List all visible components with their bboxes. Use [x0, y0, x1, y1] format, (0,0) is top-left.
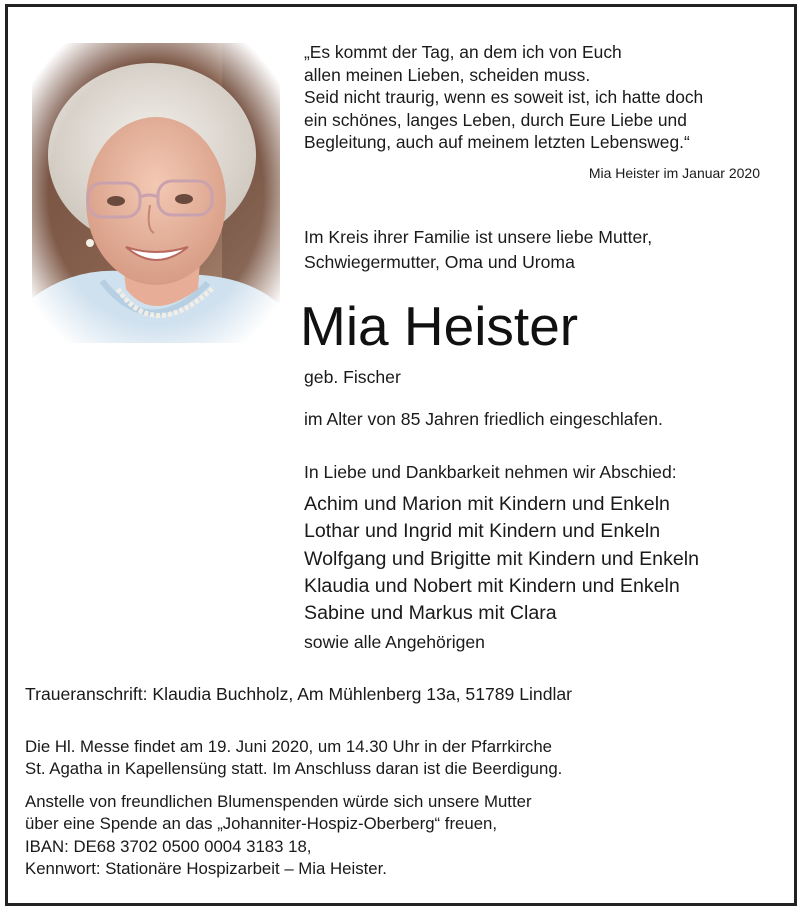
family-member: Achim und Marion mit Kindern und Enkeln: [304, 493, 670, 515]
memorial-quote: [304, 41, 774, 154]
family-list: [304, 491, 699, 627]
age-statement: im Alter von 85 Jahren friedlich eingeschlafen.: [304, 409, 663, 429]
relatives-note: sowie alle Angehörigen: [304, 632, 485, 652]
mass-line: Die Hl. Messe findet am 19. Juni 2020, um 14.30 Uhr in der Pfarrkirche: [25, 737, 552, 756]
intro-line: Im Kreis ihrer Familie ist unsere liebe Mutter,: [304, 227, 653, 247]
family-member: Wolfgang und Brigitte mit Kindern und Enkeln: [304, 547, 700, 570]
quote-line: ein schönes, langes Leben, durch Eure Liebe und: [304, 109, 687, 130]
family-member: Lothar und Ingrid mit Kindern und Enkeln: [304, 520, 661, 543]
farewell-heading: In Liebe und Dankbarkeit nehmen wir Abschied:: [304, 462, 677, 482]
quote-line: allen meinen Lieben, scheiden muss.: [304, 64, 591, 85]
donation-line: über eine Spende an das „Johanniter-Hospiz-Oberberg“ freuen,: [25, 814, 498, 834]
mass-announcement: [25, 736, 562, 781]
family-member: Sabine und Markus mit Clara: [304, 602, 557, 625]
quote-line: Seid nicht traurig, wenn es soweit ist, ich hatte doch: [304, 87, 704, 108]
donation-line: Anstelle von freundlichen Blumenspenden würde sich unsere Mutter: [25, 792, 532, 811]
family-member: Klaudia und Nobert mit Kindern und Enkeln: [304, 574, 680, 597]
birth-name: geb. Fischer: [304, 367, 401, 387]
deceased-name: Mia Heister: [300, 295, 579, 357]
intro-text: [304, 225, 774, 275]
mass-line: St. Agatha in Kapellensüng statt. Im Anschluss daran ist die Beerdigung.: [25, 759, 563, 779]
quote-author: Mia Heister im Januar 2020: [588, 165, 760, 181]
portrait-photo: [32, 43, 280, 343]
donation-line: IBAN: DE68 3702 0500 0004 3183 18,: [25, 836, 312, 856]
obituary-notice: [5, 4, 797, 906]
quote-line: Begleitung, auch auf meinem letzten Lebensweg.“: [304, 132, 690, 153]
donation-line: Kennwort: Stationäre Hospizarbeit – Mia Heister.: [25, 858, 387, 878]
quote-line: „Es kommt der Tag, an dem ich von Euch: [304, 42, 622, 62]
mourning-address: Traueranschrift: Klaudia Buchholz, Am Mühlenberg 13a, 51789 Lindlar: [25, 684, 573, 704]
donation-request: [25, 791, 532, 880]
intro-line: Schwiegermutter, Oma und Uroma: [304, 252, 575, 272]
